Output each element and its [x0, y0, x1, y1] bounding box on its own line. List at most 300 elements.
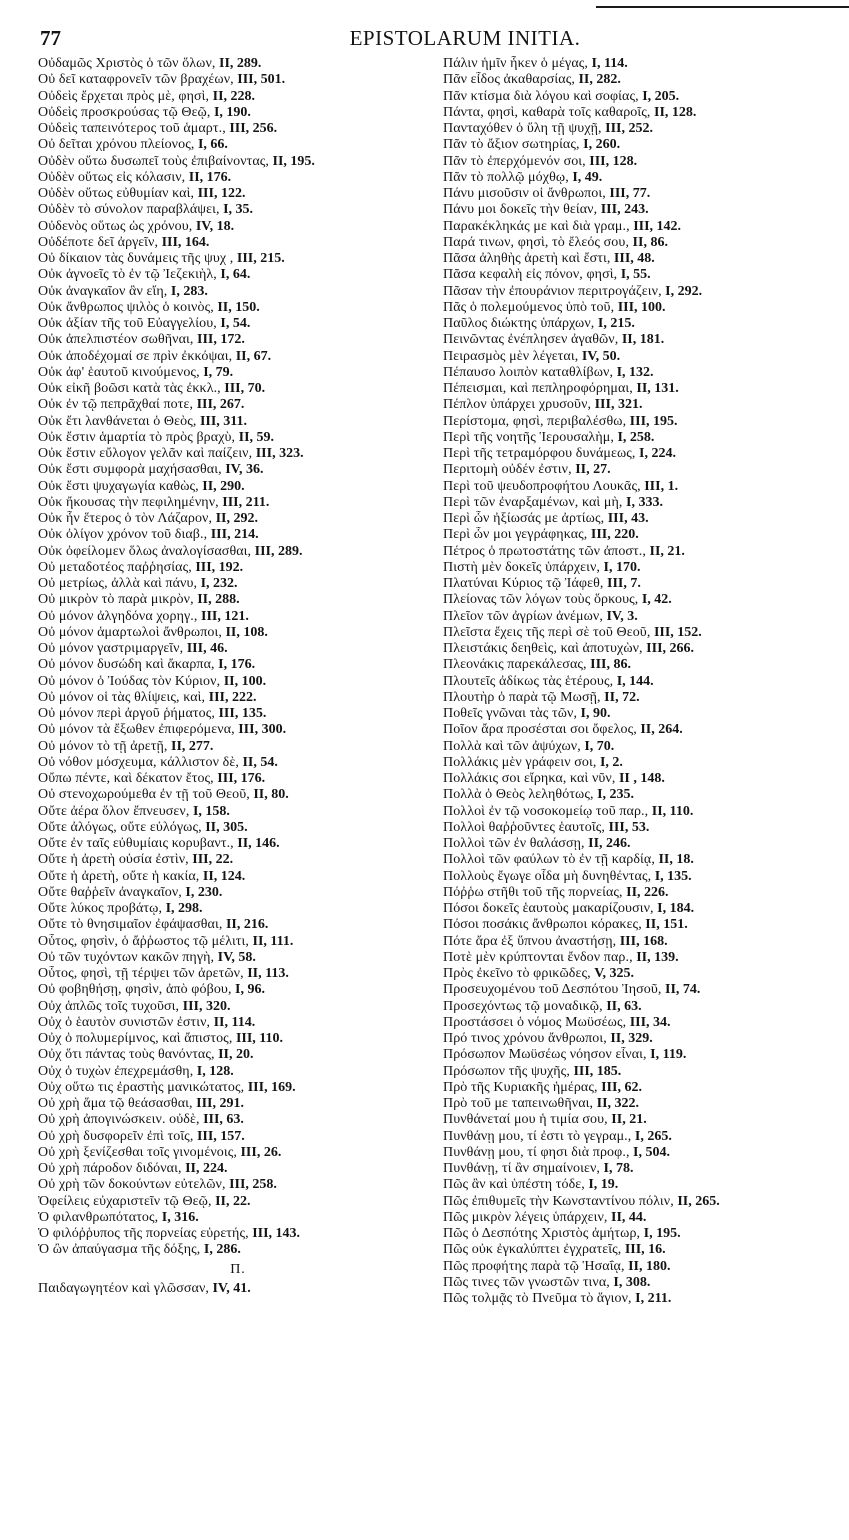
- entry-reference: III, 320.: [182, 998, 231, 1014]
- index-entry: [38, 316, 438, 332]
- entry-incipit: Οὐ τῶν τυχόντων κακῶν πηγὴ,: [38, 949, 215, 965]
- entry-reference: II, 67.: [235, 348, 272, 364]
- entry-reference: I, 128.: [196, 1063, 234, 1079]
- entry-incipit: Πᾶς ὁ πολεμούμενος ὑπὸ τοῦ,: [443, 299, 615, 315]
- entry-reference: II, 282.: [578, 72, 621, 88]
- index-entry: [38, 235, 438, 251]
- entry-reference: II, 21.: [649, 543, 685, 559]
- index-entry: [443, 495, 843, 511]
- index-entry: [443, 1047, 843, 1063]
- page-number: 77: [40, 26, 61, 50]
- index-entry: [38, 755, 438, 771]
- entry-reference: I, 184.: [657, 901, 695, 916]
- entry-reference: I, 135.: [654, 868, 692, 884]
- index-entry: [443, 527, 843, 543]
- entry-incipit: Οὐδὲν οὕτω δυσωπεῖ τοὺς ἐπιβαίνοντας,: [38, 153, 270, 169]
- entry-incipit: Οὐκ ἐν τῷ πεπρᾶχθαί ποτε,: [38, 397, 194, 413]
- entry-reference: III, 185.: [573, 1063, 622, 1079]
- index-entry: [443, 284, 843, 300]
- entry-reference: II, 176.: [188, 169, 232, 185]
- index-entry: [443, 576, 843, 592]
- entry-incipit: Οὐ χρὴ ἀπογινώσκειν. οὐδὲ,: [38, 1112, 200, 1128]
- index-entry: [38, 511, 438, 527]
- index-entry: [443, 56, 843, 72]
- index-entry: [38, 284, 438, 300]
- entry-reference: III, 172.: [197, 332, 245, 348]
- index-entry: [443, 397, 843, 413]
- entry-incipit: Πᾶσαν τὴν ἐπουράνιον περιτρογάζειν,: [443, 283, 662, 299]
- entry-reference: II, 21.: [611, 1112, 647, 1128]
- entry-reference: II, 128.: [654, 104, 697, 120]
- entry-incipit: Οὔτε ἐν ταῖς εὐθυμίαις κορυβαντ.,: [38, 836, 234, 851]
- entry-reference: I, 49.: [572, 169, 603, 185]
- index-entry: [38, 869, 438, 885]
- index-entry: [38, 1015, 438, 1031]
- index-entry: [38, 966, 438, 982]
- index-entry: [38, 592, 438, 608]
- entry-incipit: Πᾶσα κεφαλὴ εἰς πόνον, φησὶ,: [443, 267, 618, 283]
- index-entry: [443, 1177, 843, 1193]
- entry-reference: III, 43.: [607, 511, 649, 526]
- index-entry: [38, 544, 438, 560]
- index-entry: [38, 1210, 438, 1226]
- entry-incipit: Οὐκ ἀξίαν τῆς τοῦ Εὐαγγελίου,: [38, 316, 217, 331]
- entry-reference: III, 121.: [201, 608, 249, 624]
- index-entry: [443, 105, 843, 121]
- entry-incipit: Πολλάκις μὲν γράφειν σοι,: [443, 754, 597, 770]
- entry-reference: I, 190.: [213, 104, 251, 120]
- entry-reference: III, 168.: [619, 933, 668, 949]
- entry-reference: III, 311.: [199, 413, 248, 429]
- entry-incipit: Πάνυ μοι δοκεῖς τὴν θείαν,: [443, 202, 598, 218]
- entry-incipit: Οὐχ ἁπλῶς τοῖς τυχοῦσι,: [38, 998, 180, 1014]
- entry-incipit: Ὁ φιλόῤῥυπος τῆς πορνείας εὑρετής,: [38, 1226, 249, 1241]
- entry-incipit: Πότε ἄρα ἐξ ὕπνου ἀναστήσῃ,: [443, 933, 617, 949]
- index-entry: [443, 121, 843, 137]
- entry-reference: I, 232.: [200, 576, 238, 591]
- index-entry: [443, 1161, 843, 1177]
- entry-reference: III, 258.: [229, 1177, 277, 1193]
- index-entry: [38, 901, 438, 917]
- entry-incipit: Οὐ μόνον τὸ τῇ ἀρετῇ,: [38, 738, 168, 754]
- entry-reference: II, 72.: [604, 689, 640, 705]
- index-entry: [38, 349, 438, 365]
- entry-reference: I, 70.: [584, 738, 615, 754]
- entry-incipit: Πέτρος ὁ πρωτοστάτης τῶν ἀποστ.,: [443, 543, 646, 559]
- entry-reference: III, 143.: [252, 1226, 301, 1241]
- index-entry: [38, 722, 438, 738]
- index-entry: [443, 1242, 843, 1258]
- entry-reference: III, 215.: [236, 251, 285, 266]
- index-entry: [443, 1145, 843, 1161]
- index-entry: [443, 72, 843, 88]
- entry-incipit: Πυνθάνῃ, τί ἂν σημαίνοιεν,: [443, 1161, 601, 1176]
- entry-reference: I, 258.: [617, 429, 655, 445]
- entry-incipit: Ποθεῖς γνῶναι τὰς τῶν,: [443, 706, 578, 721]
- entry-incipit: Οὐκ ἔστιν εὔλογον γελᾶν καὶ παίζειν,: [38, 446, 253, 461]
- index-entry: [443, 722, 843, 738]
- entry-reference: III, 214.: [210, 527, 259, 543]
- index-entry: [443, 89, 843, 105]
- entry-incipit: Πιστὴ μὲν δοκεῖς ὑπάρχειν,: [443, 559, 601, 575]
- entry-incipit: Οὐ μόνον ἁμαρτωλοὶ ἄνθρωποι,: [38, 624, 222, 640]
- entry-incipit: Οὐκ ὀφείλομεν ὅλως ἀναλογίσασθαι,: [38, 543, 252, 559]
- index-entry: [38, 917, 438, 933]
- entry-reference: I, 132.: [616, 364, 654, 380]
- entry-reference: III, 152.: [653, 624, 702, 640]
- index-entry: [443, 154, 843, 170]
- entry-reference: III, 195.: [629, 413, 678, 429]
- index-entry: [443, 771, 843, 787]
- entry-incipit: Πολλοὶ θαῤῥοῦντες ἑαυτοῖς,: [443, 819, 605, 835]
- entry-incipit: Περὶ ὧν ἠξίωσάς με ἀρτίως,: [443, 511, 605, 526]
- entry-reference: II, 114.: [213, 1014, 256, 1030]
- entry-reference: I, 170.: [603, 559, 641, 575]
- entry-reference: II, 108.: [225, 624, 268, 640]
- entry-reference: IV, 18.: [195, 218, 235, 234]
- entry-incipit: Οὐ χρὴ πάροδον διδόναι,: [38, 1161, 182, 1176]
- entry-incipit: Πῶς μικρὸν λέγεις ὑπάρχειν,: [443, 1209, 608, 1225]
- entry-incipit: Περὶ τῆς τετραμόρφου δυνάμεως,: [443, 446, 636, 461]
- entry-reference: II, 131.: [636, 381, 679, 396]
- entry-incipit: Οὐδὲν οὕτως εὐθυμίαν καὶ,: [38, 186, 195, 201]
- entry-reference: II, 150.: [217, 299, 260, 315]
- entry-reference: III, 16.: [624, 1242, 666, 1258]
- entry-incipit: Πολλοὶ τῶν φαύλων τὸ ἐν τῇ καρδίᾳ,: [443, 852, 655, 868]
- index-entry: [443, 219, 843, 235]
- entry-reference: III, 86.: [590, 657, 631, 673]
- entry-reference: III, 252.: [605, 121, 654, 136]
- entry-reference: IV, 3.: [606, 608, 638, 624]
- index-entry: [38, 885, 438, 901]
- entry-incipit: Πλεονάκις παρεκάλεσας,: [443, 657, 587, 673]
- entry-incipit: Πᾶσα ἀληθὴς ἀρετὴ καὶ ἔστι,: [443, 251, 611, 266]
- index-entry: [38, 674, 438, 690]
- entry-incipit: Προστάσσει ὁ νόμος Μωϋσέως,: [443, 1014, 627, 1030]
- index-entry: [38, 365, 438, 381]
- entry-reference: II, 146.: [237, 836, 280, 851]
- entry-reference: II, 124.: [202, 868, 246, 884]
- entry-reference: I, 205.: [642, 88, 680, 104]
- entry-incipit: Οὐ χρὴ ξενίζεσθαι τοῖς γινομένοις,: [38, 1144, 237, 1160]
- index-entry: [38, 1194, 438, 1210]
- index-entry: [443, 332, 843, 348]
- entry-incipit: Πρὸ τῆς Κυριακῆς ἡμέρας,: [443, 1079, 598, 1095]
- index-entry: [38, 251, 438, 267]
- entry-incipit: Οὐκ ἀφ' ἑαυτοῦ κινούμενος,: [38, 364, 200, 380]
- entry-incipit: Ὁ ὢν ἀπαύγασμα τῆς δόξης,: [38, 1242, 201, 1258]
- index-entry: [443, 365, 843, 381]
- index-entry: [443, 820, 843, 836]
- entry-incipit: Πρὸ τοῦ με ταπεινωθῆναι,: [443, 1096, 594, 1111]
- entry-incipit: Οὐδὲν οὕτως εἰς κόλασιν,: [38, 169, 186, 185]
- entry-reference: III, 256.: [229, 121, 278, 136]
- index-entry: [443, 901, 843, 917]
- entry-reference: I, 64.: [220, 267, 251, 283]
- entry-reference: II, 22.: [215, 1193, 251, 1209]
- entry-reference: V, 325.: [594, 966, 635, 981]
- entry-incipit: Παρά τινων, φησὶ, τὸ ἔλεός σου,: [443, 234, 630, 250]
- index-entry: [38, 495, 438, 511]
- entry-incipit: Πρόσωπον Μωϋσέως νόησον εἶναι,: [443, 1047, 647, 1063]
- entry-reference: III, 323.: [255, 446, 304, 461]
- entry-incipit: Πλουτὴρ ὁ παρὰ τῷ Μωσῇ,: [443, 689, 601, 705]
- index-entry: [38, 625, 438, 641]
- entry-incipit: Οὐ μεταδοτέος παῤῥησίας,: [38, 559, 192, 575]
- index-entry: [443, 300, 843, 316]
- index-entry: [38, 771, 438, 787]
- entry-reference: I, 230.: [185, 884, 223, 900]
- entry-incipit: Περίστομα, φησὶ, περιβαλέσθω,: [443, 413, 627, 429]
- index-entry: [38, 1031, 438, 1047]
- entry-incipit: Οὐδεὶς ταπεινότερος τοῦ ἁμαρτ.,: [38, 121, 226, 136]
- entry-incipit: Πῶς οὐκ ἐγκαλύπτει ἐγχρατεῖς,: [443, 1242, 622, 1258]
- index-entry: [443, 1129, 843, 1145]
- entry-incipit: Πᾶν τὸ ἐπερχόμενόν σοι,: [443, 153, 586, 169]
- index-entry: [38, 999, 438, 1015]
- entry-reference: II, 181.: [621, 332, 665, 348]
- entry-incipit: Οὐ μόνον ὁ Ἰούδας τὸν Κύριον,: [38, 673, 221, 689]
- entry-reference: III, 501.: [237, 72, 286, 88]
- index-entry: [38, 56, 438, 72]
- entry-reference: I, 42.: [641, 592, 672, 608]
- index-entry: [443, 836, 843, 852]
- entry-reference: III, 157.: [196, 1128, 245, 1144]
- entry-reference: I, 265.: [634, 1128, 672, 1144]
- entry-incipit: Πολλὰ ὁ Θεὸς λεληθότως,: [443, 787, 594, 803]
- index-entry: [38, 852, 438, 868]
- index-entry: [443, 316, 843, 332]
- entry-incipit: Οὐ δεῖ καταφρονεῖν τῶν βραχέων,: [38, 72, 234, 88]
- index-entry: [38, 982, 438, 998]
- entry-incipit: Πολλοὶ ἐν τῷ νοσοκομείῳ τοῦ παρ.,: [443, 803, 649, 819]
- entry-incipit: Ποῖον ἄρα προσέσται σοι ὄφελος,: [443, 722, 637, 738]
- entry-reference: II, 44.: [611, 1209, 647, 1225]
- index-entry: [38, 1064, 438, 1080]
- index-entry: [38, 72, 438, 88]
- entry-incipit: Πάλιν ἡμῖν ἧκεν ὁ μέγας,: [443, 56, 589, 71]
- index-entry: [38, 219, 438, 235]
- entry-incipit: Οὐκ ἔστι ψυχαγωγία καθὼς,: [38, 478, 199, 494]
- entry-incipit: Οὐ φοβηθήσῃ, φησὶν, ἀπὸ φόβου,: [38, 982, 232, 998]
- entry-reference: I, 114.: [591, 56, 628, 71]
- entry-reference: II, 288.: [197, 592, 240, 608]
- entry-incipit: Πῶς προφήτης παρὰ τῷ Ἡσαΐᾳ,: [443, 1258, 625, 1274]
- index-entry: [38, 446, 438, 462]
- entry-incipit: Πῶς τινες τῶν γνωστῶν τινα,: [443, 1274, 610, 1290]
- index-entry: [443, 592, 843, 608]
- index-entry: [38, 186, 438, 202]
- index-entry: [443, 1291, 843, 1307]
- entry-reference: III, 169.: [247, 1079, 296, 1095]
- entry-incipit: Πλειστάκις δεηθεὶς, καὶ ἀποτυχὼν,: [443, 641, 643, 656]
- entry-incipit: Πυνθάνῃ μου, τί φησι διὰ προφ.,: [443, 1144, 630, 1160]
- index-entry: [443, 966, 843, 982]
- entry-incipit: Πλεῖστα ἔχεις τῆς περὶ σὲ τοῦ Θεοῦ,: [443, 624, 651, 640]
- entry-reference: I, 504.: [633, 1144, 670, 1160]
- index-entry: [443, 739, 843, 755]
- index-entry: [38, 414, 438, 430]
- entry-reference: I, 215.: [597, 316, 635, 331]
- entry-incipit: Οὐ χρὴ δυσφορεῖν ἐπὶ τοῖς,: [38, 1128, 194, 1144]
- entry-incipit: Ὀφείλεις εὐχαριστεῖν τῷ Θεῷ,: [38, 1193, 212, 1209]
- index-entry: [38, 430, 438, 446]
- entry-reference: II, 113.: [247, 966, 289, 981]
- entry-incipit: Οὐ στενοχωρούμεθα ἐν τῇ τοῦ Θεοῦ,: [38, 787, 250, 803]
- index-entry: [38, 820, 438, 836]
- entry-incipit: Πέπεισμαι, καὶ πεπληροφόρημαι,: [443, 381, 633, 396]
- entry-incipit: Περὶ ὧν μοι γεγράφηκας,: [443, 527, 588, 543]
- entry-incipit: Πῶς ὁ Δεσπότης Χριστὸς ἀμήτωρ,: [443, 1226, 641, 1241]
- entry-incipit: Οὐ δεῖται χρόνου πλείονος,: [38, 137, 195, 153]
- index-entry: [443, 1210, 843, 1226]
- entry-reference: III, 1.: [644, 478, 679, 494]
- entry-reference: III, 192.: [195, 559, 244, 575]
- index-entry: [38, 950, 438, 966]
- entry-incipit: Οὐ μικρὸν τὸ παρὰ μικρὸν,: [38, 592, 194, 608]
- entry-reference: II, 195.: [272, 153, 315, 169]
- entry-reference: I, 35.: [223, 202, 254, 218]
- entry-incipit: Οὐ μόνον τὰ ἔξωθεν ἐπιφερόμενα,: [38, 722, 235, 738]
- index-entry: [38, 609, 438, 625]
- index-entry: [38, 690, 438, 706]
- index-entry: [38, 202, 438, 218]
- entry-reference: IV, 41.: [212, 1280, 251, 1296]
- index-entry: [443, 251, 843, 267]
- index-entry: [38, 479, 438, 495]
- entry-reference: II, 290.: [202, 478, 245, 494]
- index-entry: [38, 381, 438, 397]
- index-entry: [38, 576, 438, 592]
- entry-reference: III, 211.: [222, 494, 270, 510]
- entry-incipit: Ὁ φιλανθρωπότατος,: [38, 1209, 159, 1225]
- index-entry: [443, 852, 843, 868]
- right-column: [443, 56, 843, 1307]
- index-entry: [443, 137, 843, 153]
- index-entry: [443, 1096, 843, 1112]
- entry-incipit: Οὐδεὶς προσκρούσας τῷ Θεῷ,: [38, 104, 211, 120]
- entry-reference: III, 62.: [601, 1079, 642, 1095]
- index-entry: [443, 1031, 843, 1047]
- top-rule: [596, 6, 849, 8]
- index-entry: [443, 170, 843, 186]
- entry-incipit: Πλείονας τῶν λόγων τοὺς ὅρκους,: [443, 592, 639, 608]
- index-entry: [38, 89, 438, 105]
- index-entry: [443, 381, 843, 397]
- entry-reference: I, 19.: [588, 1177, 619, 1193]
- entry-incipit: Οὔτε θαῤῥεῖν ἀναγκαῖον,: [38, 884, 182, 900]
- index-entry: [38, 300, 438, 316]
- entry-reference: I, 211.: [635, 1291, 672, 1306]
- entry-incipit: Πᾶν τὸ ἄξιον σωτηρίας,: [443, 137, 580, 153]
- index-entry: [443, 755, 843, 771]
- entry-reference: I, 333.: [626, 494, 663, 510]
- entry-reference: II, 277.: [171, 738, 214, 754]
- entry-incipit: Παρακέκληκάς με καὶ διὰ γραμ.,: [443, 218, 630, 234]
- entry-reference: I, 176.: [218, 657, 256, 673]
- entry-incipit: Προσεχόντως τῷ μοναδικῷ,: [443, 998, 603, 1014]
- index-entry: [38, 170, 438, 186]
- entry-reference: II, 110.: [651, 803, 694, 819]
- entry-reference: II, 305.: [205, 819, 248, 835]
- entry-reference: III, 34.: [629, 1014, 671, 1030]
- entry-incipit: Πλατύναι Κύριος τῷ Ἰάφεθ,: [443, 576, 604, 591]
- entry-reference: III, 26.: [240, 1144, 282, 1160]
- entry-reference: II, 264.: [640, 722, 683, 738]
- index-entry: [38, 706, 438, 722]
- index-entry: [443, 560, 843, 576]
- entry-incipit: Οὐδενὸς οὕτως ὡς χρόνου,: [38, 218, 193, 234]
- entry-incipit: Πανταχόθεν ὁ ὕλη τῇ ψυχῇ,: [443, 121, 602, 136]
- entry-incipit: Οὐκ εἰκῆ βοῶσι κατὰ τὰς ἐκκλ.,: [38, 381, 221, 396]
- entry-reference: II, 100.: [223, 673, 267, 689]
- index-entry: [443, 869, 843, 885]
- entry-incipit: Οὔτε ἀέρα ὅλον ἔπνευσεν,: [38, 803, 190, 819]
- entry-reference: III, 135.: [218, 706, 267, 721]
- entry-reference: II, 151.: [645, 917, 688, 933]
- entry-reference: II, 289.: [219, 56, 262, 71]
- entry-incipit: Οὐκ ἄνθρωπος ψιλὸς ὁ κοινὸς,: [38, 299, 214, 315]
- entry-reference: II, 224.: [185, 1161, 228, 1176]
- index-entry: [38, 1177, 438, 1193]
- entry-incipit: Πυνθάνῃ μου, τί ἐστι τὸ γεγραμ.,: [443, 1128, 632, 1144]
- entry-incipit: Οὐκ ἦν ἕτερος ὁ τὸν Λάζαρον,: [38, 511, 213, 526]
- entry-reference: II, 111.: [252, 933, 294, 949]
- entry-incipit: Πρὸς ἐκεῖνο τὸ φρικῶδες,: [443, 966, 591, 981]
- index-entry: [443, 267, 843, 283]
- entry-incipit: Οὐκ ἔτι λανθάνεται ὁ Θεὸς,: [38, 413, 197, 429]
- entry-reference: III, 70.: [224, 381, 266, 396]
- entry-reference: III, 122.: [197, 186, 246, 201]
- index-entry: [443, 544, 843, 560]
- entry-incipit: Οὐκ ἀπελπιστέον σωθῆναι,: [38, 332, 194, 348]
- index-entry: [443, 1259, 843, 1275]
- entry-incipit: Οὔπω πέντε, καὶ δέκατον ἔτος,: [38, 771, 214, 786]
- index-entry: [38, 121, 438, 137]
- entry-incipit: Πρόσωπον τῆς ψυχῆς,: [443, 1063, 570, 1079]
- entry-incipit: Οὐ χρὴ ἅμα τῷ θεάσασθαι,: [38, 1096, 193, 1111]
- entry-reference: I, 119.: [650, 1047, 687, 1063]
- entry-incipit: Πολλοὶ τῶν ἐν θαλάσσῃ,: [443, 836, 585, 851]
- entry-incipit: Πέπλον ὑπάρχει χρυσοῦν,: [443, 397, 592, 413]
- index-entry: [443, 462, 843, 478]
- index-entry: [443, 950, 843, 966]
- entry-incipit: Περὶ τῆς νοητῆς Ἱερουσαλὴμ,: [443, 429, 614, 445]
- index-entry: [443, 934, 843, 950]
- index-entry: [38, 154, 438, 170]
- entry-reference: III, 46.: [186, 641, 228, 656]
- index-entry: [443, 787, 843, 803]
- entry-reference: I, 283.: [170, 283, 208, 299]
- entry-incipit: Οὐκ ἔστιν ἁμαρτία τὸ πρὸς βραχὺ,: [38, 429, 236, 445]
- entry-reference: II, 86.: [632, 234, 668, 250]
- index-entry: [38, 462, 438, 478]
- entry-reference: III, 7.: [607, 576, 641, 591]
- entry-reference: I, 78.: [603, 1161, 634, 1176]
- entry-incipit: Πῶς ἐπιθυμεῖς τὴν Κωνσταντίνου πόλιν,: [443, 1193, 674, 1209]
- entry-reference: I, 316.: [161, 1209, 199, 1225]
- entry-incipit: Παιδαγωγητέον καὶ γλῶσσαν,: [38, 1280, 209, 1296]
- entry-incipit: Οὐ νόθον μόσχευμα, κάλλιστον δὲ,: [38, 754, 239, 770]
- index-entry: [38, 934, 438, 950]
- index-entry: [443, 349, 843, 365]
- entry-incipit: Ποτὲ μὲν κρύπτονται ἔνδον παρ.,: [443, 949, 633, 965]
- entry-incipit: Οὐκ ἀποδέχομαί σε πρὶν ἐκκόψαι,: [38, 348, 233, 364]
- entry-reference: I, 260.: [583, 137, 621, 153]
- entry-incipit: Πυνθάνεταί μου ἡ τιμία σου,: [443, 1112, 608, 1128]
- entry-reference: I, 90.: [580, 706, 611, 721]
- entry-reference: III, 222.: [208, 689, 257, 705]
